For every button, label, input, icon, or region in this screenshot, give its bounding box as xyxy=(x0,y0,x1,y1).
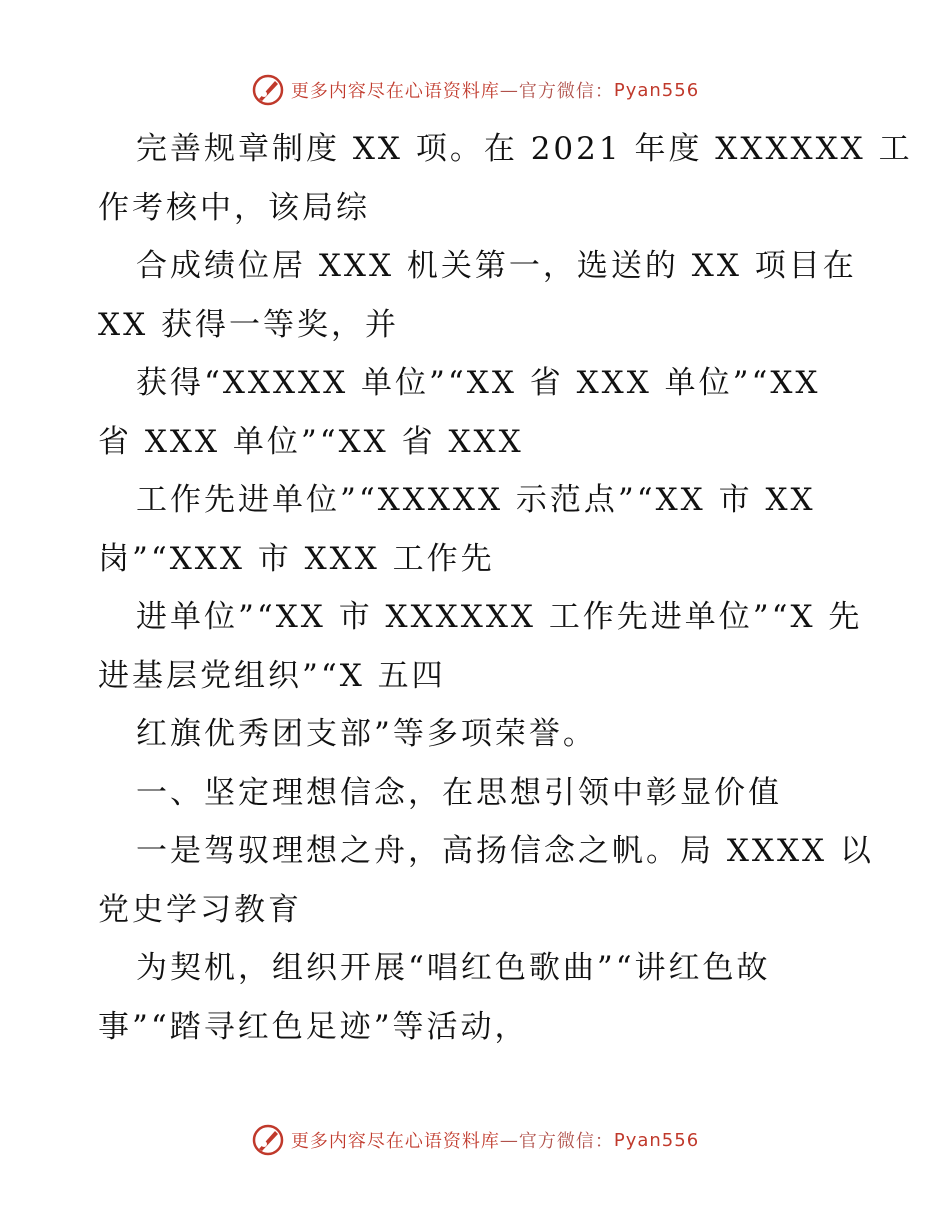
document-body xyxy=(98,120,913,1056)
quill-logo-icon xyxy=(251,1123,285,1157)
section-heading: 一、坚定理想信念，在思想引领中彰显价值 xyxy=(136,774,782,811)
header-watermark xyxy=(0,70,950,110)
text-line: 为契机，组织开展“唱红色歌曲”“讲红色故 xyxy=(136,950,771,986)
text-line: XX 获得一等奖，并 xyxy=(98,306,399,343)
footer-wechat-id: Pyan556 xyxy=(613,1129,700,1151)
text-line: 进单位”“XX 市 XXXXXX 工作先进单位”“X 先 xyxy=(136,599,863,635)
footer-brand-text: 更多内容尽在心语资料库 xyxy=(290,1131,500,1152)
header-official-label: 官方微信： xyxy=(518,81,614,102)
header-wechat-id: Pyan556 xyxy=(613,79,700,101)
text-line: 事”“踏寻红色足迹”等活动， xyxy=(98,1008,529,1045)
footer-separator: — xyxy=(499,1129,519,1151)
quill-logo-icon xyxy=(251,73,285,107)
text-line: 作考核中，该局综 xyxy=(98,189,370,226)
text-line: 红旗优秀团支部”等多项荣誉。 xyxy=(136,716,597,752)
text-line: 一是驾驭理想之舟，高扬信念之帆。局 XXXX 以 xyxy=(136,833,874,869)
text-line: 进基层党组织”“X 五四 xyxy=(98,657,446,694)
footer-official-label: 官方微信： xyxy=(518,1131,614,1152)
text-line: 省 XXX 单位”“XX 省 XXX xyxy=(98,423,524,460)
text-line: 获得“XXXXX 单位”“XX 省 XXX 单位”“XX xyxy=(136,365,821,401)
header-separator: — xyxy=(499,79,519,101)
header-brand-text: 更多内容尽在心语资料库 xyxy=(290,81,500,102)
text-line: 完善规章制度 XX 项。在 2021 年度 XXXXXX 工 xyxy=(136,131,913,167)
text-line: 合成绩位居 XXX 机关第一，选送的 XX 项目在 xyxy=(136,248,857,284)
text-line: 工作先进单位”“XXXXX 示范点”“XX 市 XX xyxy=(136,482,816,518)
footer-watermark xyxy=(0,1120,950,1160)
text-line: 岗”“XXX 市 XXX 工作先 xyxy=(98,540,495,577)
text-line: 党史学习教育 xyxy=(98,891,302,928)
